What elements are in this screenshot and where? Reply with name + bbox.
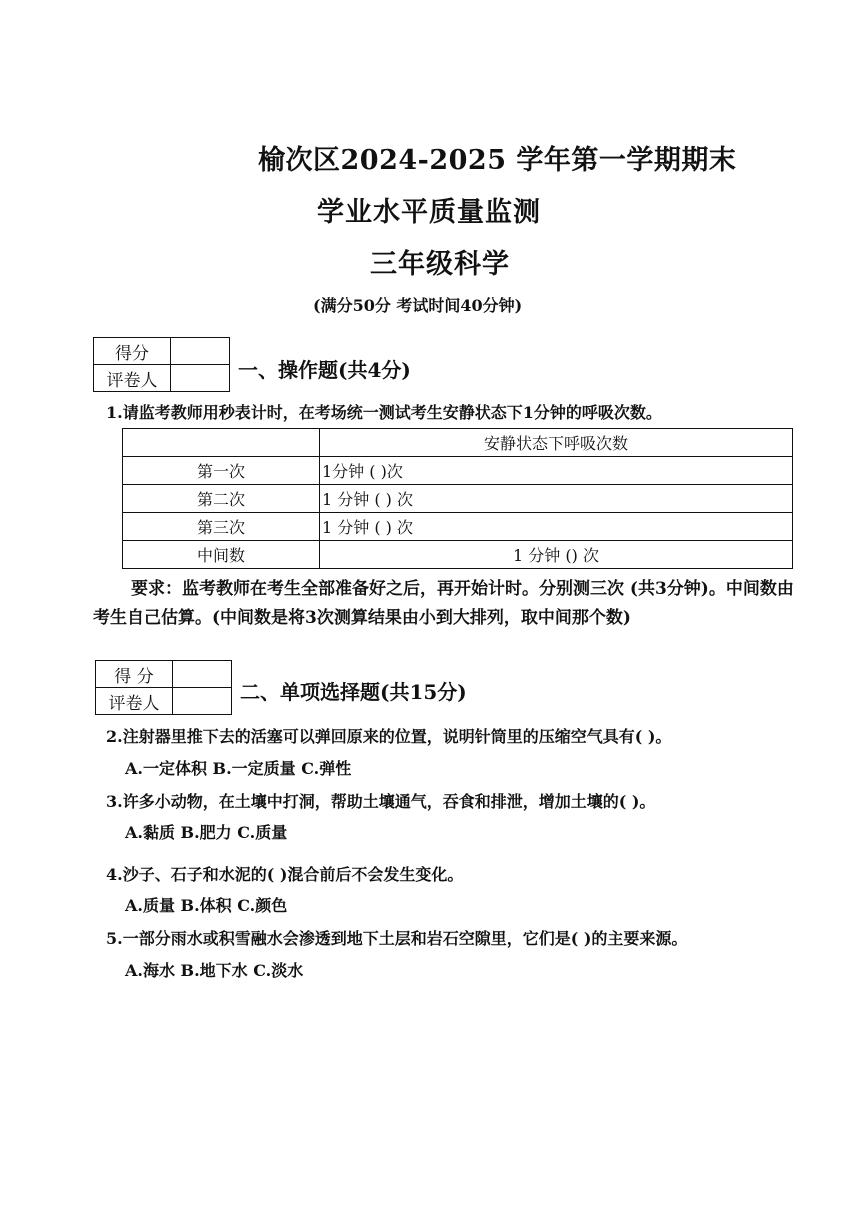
table-cell[interactable]: 1 分钟 ( ) 次 bbox=[320, 485, 793, 513]
table-header-cell bbox=[123, 429, 320, 457]
grader-label: 评卷人 bbox=[94, 365, 171, 392]
table-cell[interactable]: 1 分钟 () 次 bbox=[320, 541, 793, 569]
question-3-options: A.黏质 B.肥力 C.质量 bbox=[125, 823, 288, 842]
table-cell[interactable]: 1分钟 ( )次 bbox=[320, 457, 793, 485]
table-row bbox=[123, 513, 793, 541]
score-cell[interactable] bbox=[173, 661, 232, 688]
table-header-cell: 安静状态下呼吸次数 bbox=[320, 429, 793, 457]
score-label: 得 分 bbox=[96, 661, 173, 688]
table-row-label: 中间数 bbox=[123, 541, 320, 569]
requirement-paragraph bbox=[93, 575, 805, 633]
score-label: 得分 bbox=[94, 338, 171, 365]
table-row-label: 第三次 bbox=[123, 513, 320, 541]
section1-heading: 一、操作题(共4分) bbox=[238, 358, 411, 382]
grader-cell[interactable] bbox=[171, 365, 230, 392]
table-header-row bbox=[123, 429, 793, 457]
question-5-options: A.海水 B.地下水 C.淡水 bbox=[125, 961, 304, 980]
question-2-text: 2.注射器里推下去的活塞可以弹回原来的位置，说明针筒里的压缩空气具有( )。 bbox=[106, 727, 672, 746]
question-5-text: 5.一部分雨水或积雪融水会渗透到地下土层和岩石空隙里，它们是( )的主要来源。 bbox=[106, 929, 688, 948]
table-cell[interactable]: 1 分钟 ( ) 次 bbox=[320, 513, 793, 541]
question-2-options: A.一定体积 B.一定质量 C.弹性 bbox=[125, 759, 352, 778]
score-box-section1 bbox=[93, 337, 230, 392]
grader-label: 评卷人 bbox=[96, 688, 173, 715]
table-row bbox=[123, 485, 793, 513]
score-box-section2 bbox=[95, 660, 232, 715]
table-row bbox=[123, 541, 793, 569]
table-row-label: 第二次 bbox=[123, 485, 320, 513]
question-3-text: 3.许多小动物，在土壤中打洞，帮助土壤通气，吞食和排泄，增加土壤的( )。 bbox=[106, 792, 656, 811]
question-1-text: 1.请监考教师用秒表计时，在考场统一测试考生安静状态下1分钟的呼吸次数。 bbox=[106, 403, 662, 422]
grader-cell[interactable] bbox=[173, 688, 232, 715]
exam-subject-title: 三年级科学 bbox=[370, 249, 510, 280]
score-cell[interactable] bbox=[171, 338, 230, 365]
exam-title-line1: 榆次区2024-2025 学年第一学期期末 bbox=[258, 145, 737, 176]
question-4-options: A.质量 B.体积 C.颜色 bbox=[125, 896, 288, 915]
exam-score-time-note: (满分50分 考试时间40分钟) bbox=[313, 296, 523, 315]
requirement-text: 要求：监考教师在考生全部准备好之后，再开始计时。分别测三次 (共3分钟)。中间数由考生自己估算。(中间数是将3次测算结果由小到大排列，取中间那个数) bbox=[93, 579, 794, 628]
exam-title-line2: 学业水平质量监测 bbox=[317, 197, 541, 228]
question-4-text: 4.沙子、石子和水泥的( )混合前后不会发生变化。 bbox=[106, 865, 464, 884]
breathing-count-table bbox=[122, 428, 793, 569]
table-row-label: 第一次 bbox=[123, 457, 320, 485]
section2-heading: 二、单项选择题(共15分) bbox=[240, 680, 467, 704]
table-row bbox=[123, 457, 793, 485]
